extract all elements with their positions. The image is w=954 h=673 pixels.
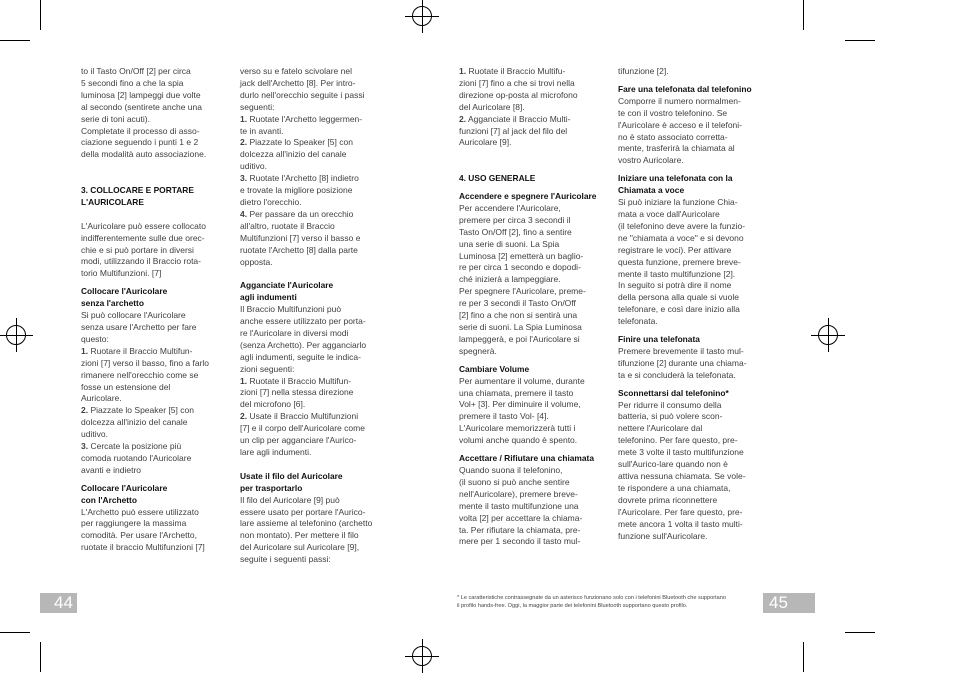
paragraph: 2. Usate il Braccio Multifunzioni [7] e il corpo dell'Auricolare come un clip per agganciare l'Aurico- lare agli indumenti. [240,411,365,457]
paragraph: 3. Cercate la posizione più comoda ruotando l'Auricolare avanti e indietro [81,441,192,475]
paragraph: Si può collocare l'Auricolare senza usare l'Archetto per fare questo: [81,310,197,344]
section-heading: Fare una telefonata dal telefonino [618,83,752,94]
paragraph: 2. Piazzate lo Speaker [5] con dolcezza all'inizio del canale uditivo. [240,137,353,172]
section-heading: Accettare / Rifiutare una chiamata [459,453,594,464]
section-heading: Accendere e spegnere l'Auricolare [459,191,597,202]
paragraph: 1. Ruotare il Braccio Multifun- zioni [7] verso il basso, fino a farlo rimanere nell'orecchio come se fosse un estensione del Auricolare. [81,345,210,404]
text-column-3 [459,66,609,548]
paragraph: L'Archetto può essere utilizzato per raggiungere la massima comodità. Per usare l'Archetto, ruotate il braccio Multifunzioni [7] [81,506,205,553]
section-heading: Sconnettarsi dal telefonino* [618,387,729,398]
page-number-right: 45 [763,593,815,613]
paragraph: Per accendere l'Auricolare, premere per circa 3 secondi il Tasto On/Off [2], fino a sentire una serie di suoni. La Spia Luminosa [2] emetterà un baglio- re per circa 1 secondo e dopodi- ché inizierà a lampeggiare. Per spegnere l'Auricolare, preme- re per 3 secondi il Tasto On/Off [2] fino a che non si sentirà una serie di suoni. La Spia Luminosa lampeggerà, e poi l'Auricolare si spegnerà. [459,202,586,356]
spacer [81,173,231,185]
section-heading: Usate il filo del Auricolare per trasportarlo [240,470,343,493]
paragraph: Si può iniziare la funzione Chia- mata a voce dall'Auricolare (il telefonino deve avere la funzio- ne "chiamata a voce" e si devono registrare le voci). Per attivare questa funzione, premere breve- mente il tasto multifunzione [2]. In seguito si potrà dire il nome della persona alla quale si vuole telefonare, e così dare inizio alla telefonata. [618,197,746,327]
paragraph: 2. Agganciate il Braccio Multi- funzioni [7] al jack del filo del Auricolare [9]. [459,113,571,148]
paragraph: Premere brevemente il tasto mul- tifunzione [2] durante una chiama- ta e si concluderà la telefonata. [618,345,747,380]
paragraph: Comporre il numero normalmen- te con il vostro telefonino. Se l'Auricolare è acceso e il telefoni- no è stato associato corretta- mente, trasferirà la chiamata al vostro Auricolare. [618,95,742,166]
section-heading: Collocare l'Auricolare senza l'archetto [81,286,168,309]
spacer [81,209,231,221]
spacer [240,459,390,471]
section-heading: 3. COLLOCARE E PORTARE L'AURICOLARE [81,185,194,207]
paragraph: 2. Piazzate lo Speaker [5] con dolcezza all'inizio del canale uditivo. [81,405,194,440]
section-heading: Finire una telefonata [618,334,700,345]
paragraph: to il Tasto On/Off [2] per circa 5 secondi fino a che la spia luminosa [2] lampeggi due volte al secondo (sentirete anche una serie di toni acuti). Completate il processo di asso- ciazione seguendo i punti 1 e 2 della modalità auto associazione. [81,66,207,160]
registration-mark-right [818,325,838,345]
registration-mark-top [412,6,432,26]
paragraph: Quando suona il telefonino, (il suono si può anche sentire nell'Auricolare), premere breve- mente il tasto multifunzione una volta [2] per accettare la chiama- ta. Per rifiutare la chiamata, pre- mere per 1 secondo il tasto mul- [459,464,583,547]
paragraph: Il Braccio Multifunzioni può anche essere utilizzato per porta- re l'Auricolare in diversi modi (senza Archetto). Per agganciarlo agli indumenti, seguite le indica- zioni seguenti: [240,304,367,374]
section-heading: Collocare l'Auricolare con l'Archetto [81,482,168,505]
paragraph: 1. Ruotate l'Archetto leggermen- te in avanti. [240,113,363,136]
paragraph: tifunzione [2]. [618,66,669,76]
text-column-1 [81,66,231,554]
page-number-left: 44 [40,593,77,613]
spacer [459,149,609,161]
section-heading: Cambiare Volume [459,363,530,374]
paragraph: Per aumentare il volume, durante una chiamata, premere il tasto Vol+ [3]. Per diminuire il volume, premere il tasto Vol- [4]. L'Auricolare memorizzerà tutti i volumi anche quando è spento. [459,375,585,446]
registration-mark-bottom [412,646,432,666]
spacer [459,161,609,173]
section-heading: Iniziare una telefonata con la Chiamata a voce [618,173,733,196]
spacer [81,161,231,173]
paragraph: verso su e fatelo scivolare nel jack dell'Archetto [8]. Per intro- durlo nell'orecchio seguite i passi seguenti: [240,66,365,112]
paragraph: Per ridurre il consumo della batteria, si può volere scon- nettere l'Auricolare dal telefonino. Per fare questo, pre- mete 3 volte il tasto multifunzione sull'Aurico-lare quando non è attiva nessuna chiamata. Se vole- te rispondere a una chiamata, dovrete prima riconnettere l'Auricolare. Per fare questo, pre- mete ancora 1 volta il tasto multi- funzione sull'Auricolare. [618,399,746,541]
paragraph: Il filo del Auricolare [9] può essere usato per portare l'Aurico- lare assieme al telefonino (archetto non montato). Per mettere il filo del Auricolare sul Auricolare [9], seguite i seguenti passi: [240,494,373,565]
section-heading: Agganciate l'Auricolare agli indumenti [240,280,334,303]
paragraph: 3. Ruotate l'Archetto [8] indietro e trovate la migliore posizione dietro l'orecchio. [240,173,359,207]
paragraph: 1. Ruotate il Braccio Multifu- zioni [7] fino a che si trovi nella direzione op-posta al microfono del Auricolare [8]. [459,66,578,112]
text-column-4 [618,66,768,542]
footnote: * Le caratteristiche contrassegnate da un asterisco funzionano solo con i telefonini Bluetooth che supportano il profilo hands-free. Oggi, la maggior parte dei telefonini Bluetooth supportano questo profilo. [457,595,726,610]
spacer [240,268,390,280]
section-heading: 4. USO GENERALE [459,173,536,184]
paragraph: 1. Ruotate il Braccio Multifun- zioni [7] nella stessa direzione del microfono [6]. [240,375,354,410]
paragraph: L'Auricolare può essere collocato indifferentemente sulle due orec- chie e si può portare in diversi modi, utilizzando il Braccio rota- torio Multifunzioni. [7] [81,220,206,279]
text-column-2 [240,66,390,566]
registration-mark-left [6,325,26,345]
paragraph: 4. Per passare da un orecchio all'altro, ruotate il Braccio Multifunzioni [7] verso il basso e ruotate l'Archetto [8] dalla parte opposta. [240,208,361,267]
